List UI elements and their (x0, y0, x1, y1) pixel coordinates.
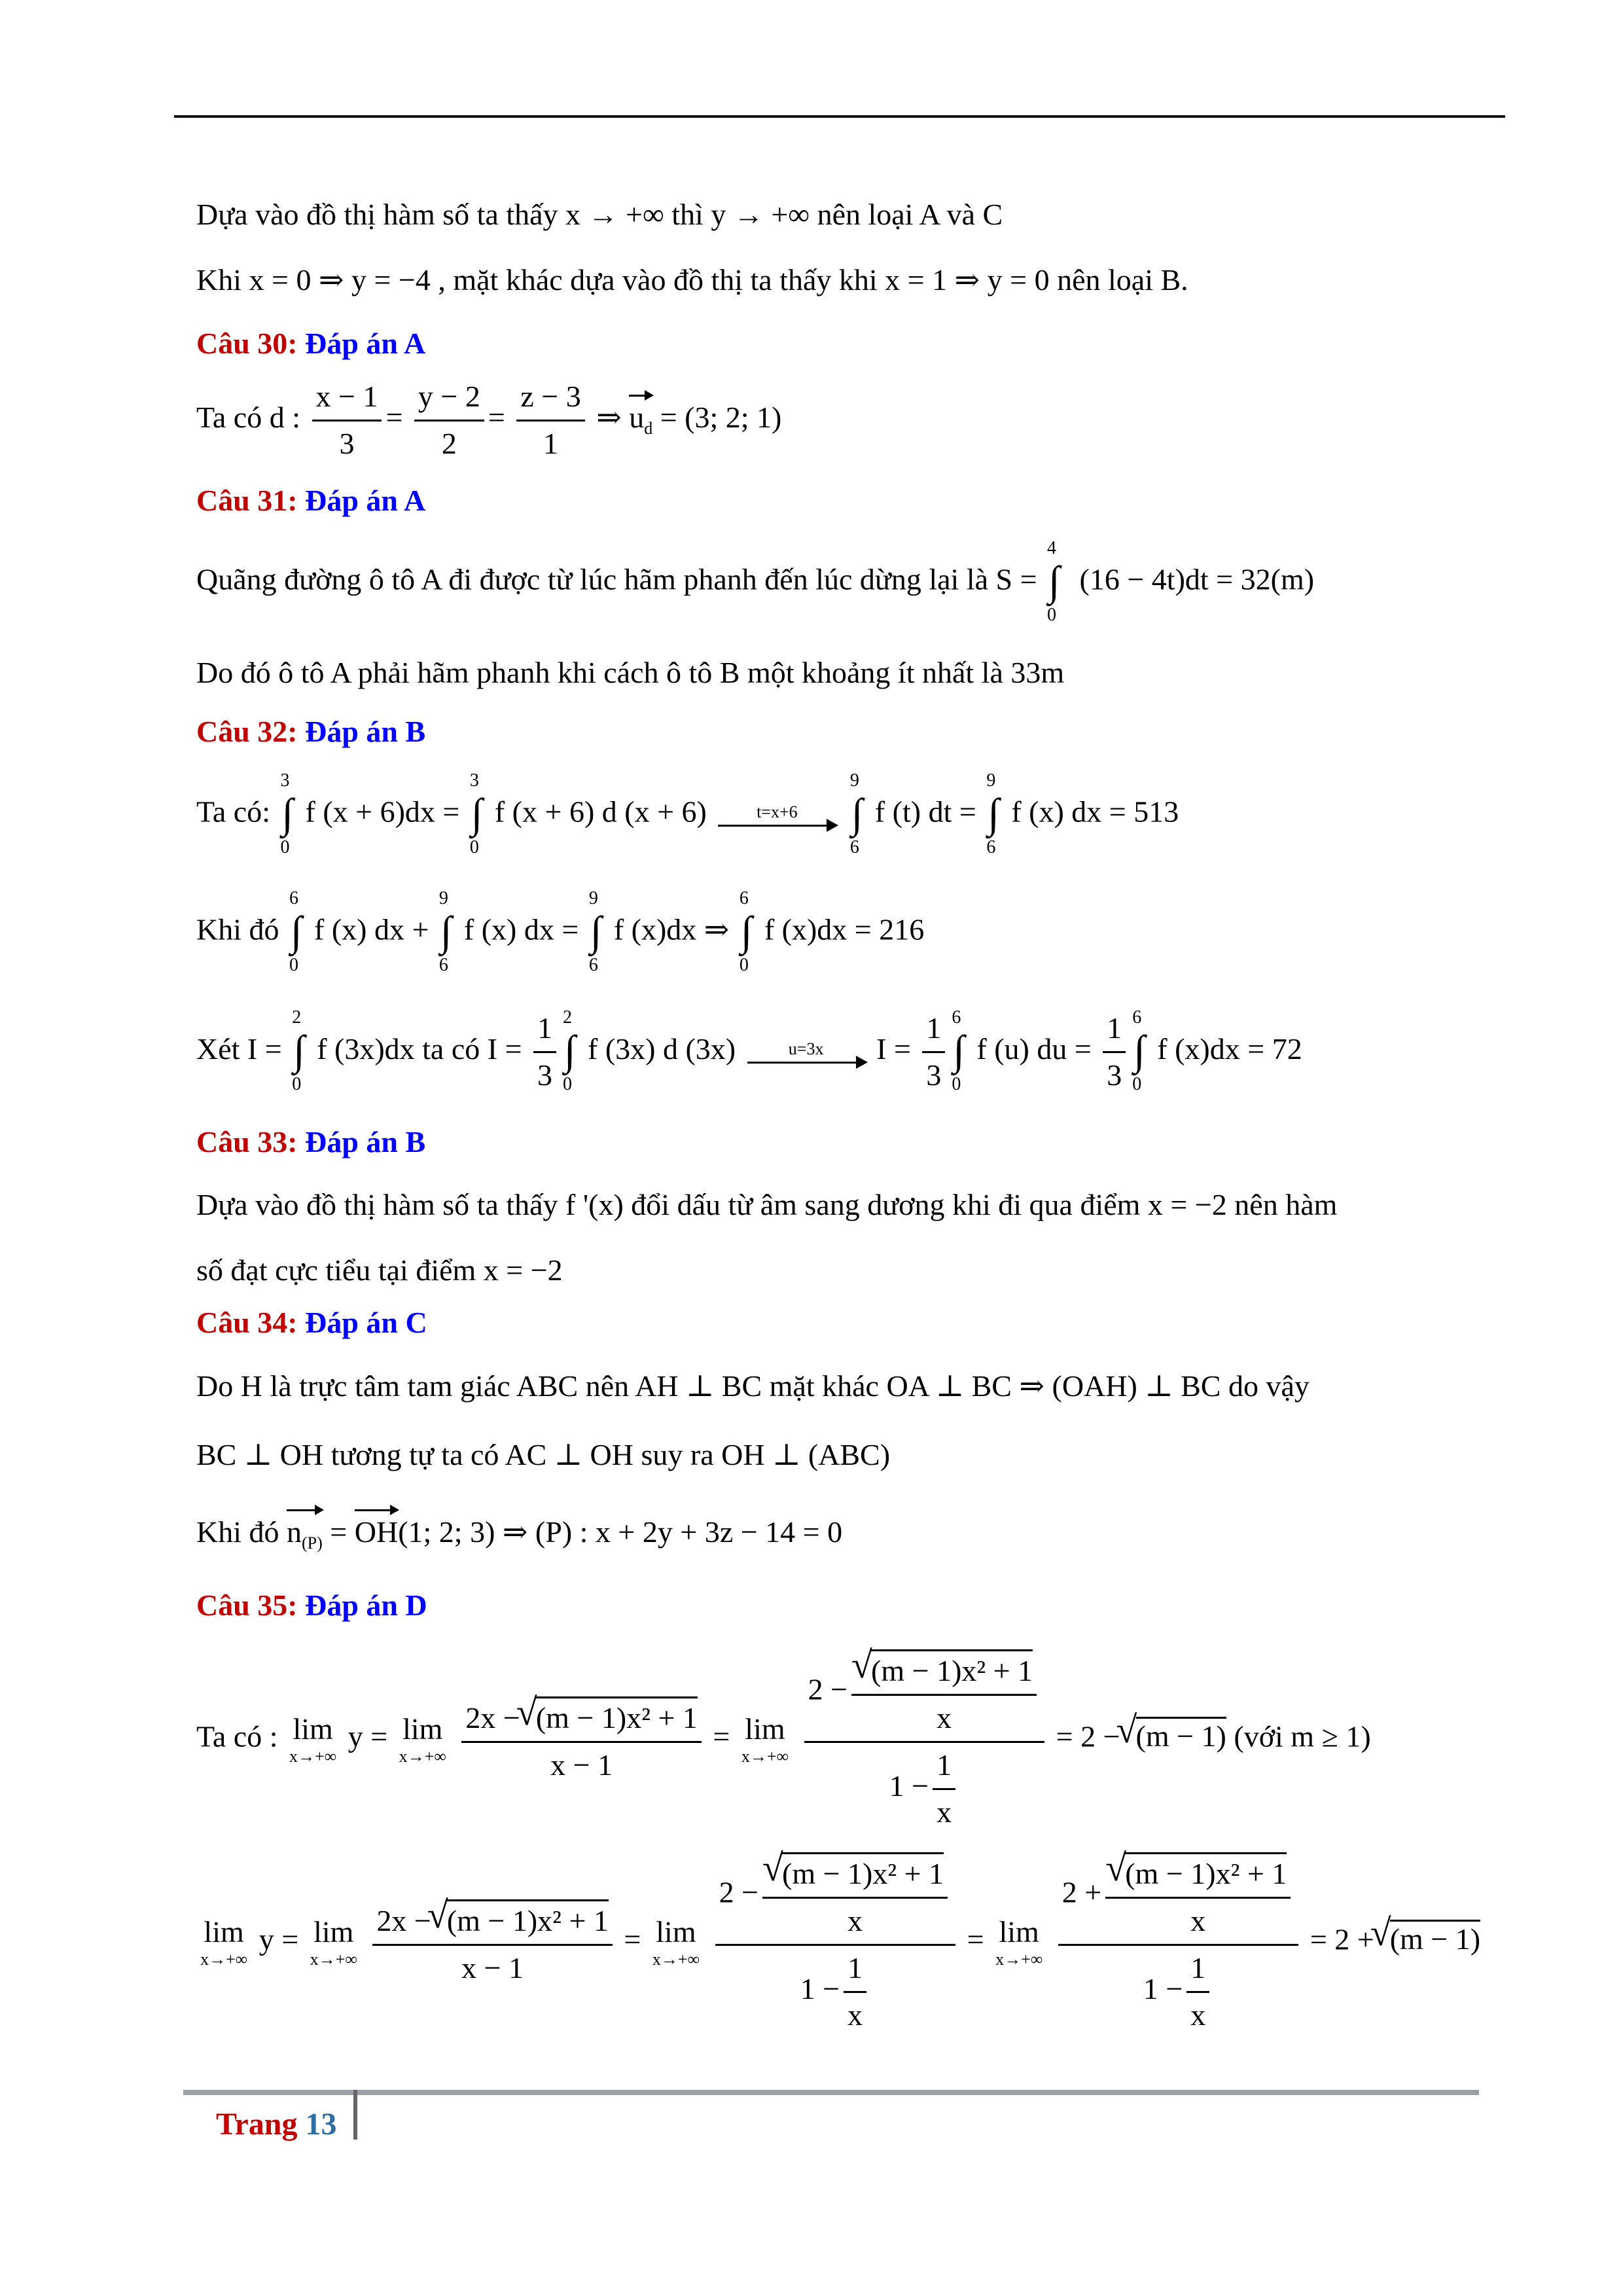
footer-divider (353, 2090, 357, 2140)
substitution-arrow: t=x+6 (718, 804, 836, 827)
q35-fraction-2: 2 − √ $\frac{\text{(m − 1)x² + 1}}{x}$ 1 − $\frac{1}{x}$ (804, 1649, 1045, 1830)
q35-limit-plus-infinity: Ta có : lim x→+∞ y = lim x→+∞ $\frac{\text{2x −√ (m − 1)x² + 1}}{x - 1}$ = lim x→+∞ 2 − √ $\frac{\text{(m − 1)x² + 1}}{x}$ 1 − $\frac{1}{x}$ = 2 −√ (m − 1) (với m ≥ 1) (196, 1649, 1371, 1830)
q30-fraction-3: $\frac{z - 3}{1}$ (516, 380, 584, 461)
q32-line-2: Khi đó 6 ∫ 0 f (x) dx + 9 ∫ 6 f (x) dx = 9 ∫ 6 f (x)dx ⇒ 6 ∫ 0 f (x)dx = 216 (196, 888, 925, 975)
q30-fraction-1: $\frac{x - 1}{3}$ (312, 380, 382, 461)
vector-u-d: $u_d$ (629, 400, 653, 439)
q31-text: Quãng đường ô tô A đi được từ lúc hãm phanh đến lúc dừng lại là S = (196, 562, 1037, 596)
vector-oh: OH (354, 1515, 399, 1549)
fraction-one-third: $\frac{1}{3}$ (1103, 1011, 1126, 1093)
integral-sign: 9 ∫ 6 (588, 888, 602, 975)
q32-line-3: Xét I = 2 ∫ 0 f (3x)dx ta có I = $\frac{1}{3}$ 2 ∫ 0 f (3x) d (3x) u=3x I = $\frac{1}{3}$ 6 ∫ 0 f (u) du = $\frac{1}{3}$ 6 ∫ 0 f (x)dx = 72 (196, 1007, 1302, 1095)
intro-line-2: Khi x = 0 ⇒ y = −4 , mặt khác dựa vào đồ thị ta thấy khi x = 1 ⇒ y = 0 nên loại B. (196, 263, 1188, 296)
substitution-arrow: u=3x (747, 1041, 865, 1064)
integral-sign: 9 ∫ 6 (986, 770, 999, 857)
question-33-heading: Câu 33: Đáp án B (196, 1125, 426, 1158)
limit-operator: lim x→+∞ (289, 1712, 337, 1766)
q30-prefix: Ta có d : (196, 400, 301, 434)
integral-sign: 2 ∫ 0 (563, 1007, 576, 1095)
q34-line-1: Do H là trực tâm tam giác ABC nên AH ⊥ BC mặt khác OA ⊥ BC ⇒ (OAH) ⊥ BC do vậy (196, 1369, 1310, 1403)
q30-fraction-2: $\frac{y - 2}{2}$ (414, 380, 484, 461)
limit-operator: lim x→+∞ (741, 1712, 789, 1766)
q35-fraction-1: $\frac{\text{2x −√ (m − 1)x² + 1}}{x - 1}$ (461, 1696, 702, 1783)
limit-operator: lim x→+∞ (995, 1914, 1043, 1969)
integral-sign: 3 ∫ 0 (469, 770, 483, 857)
integral-sign: 4 ∫ 0 (1047, 538, 1060, 625)
question-34-heading: Câu 34: Đáp án C (196, 1306, 427, 1339)
result-root: √ (m − 1) (1136, 1717, 1226, 1751)
limit-operator: lim x→+∞ (200, 1914, 248, 1969)
integral-sign: 6 ∫ 0 (1132, 1007, 1145, 1095)
q30-line-direction-vector: Ta có d : $\frac{x - 1}{3}$ = $\frac{y - 2}{2}$ = $\frac{z - 3}{1}$ ⇒ $u_d = (3$; 2; 1) (196, 380, 782, 460)
integral-sign: 2 ∫ 0 (292, 1007, 305, 1095)
limit-operator: lim x→+∞ (399, 1712, 446, 1766)
q35-fraction-4: 2 − √ $\frac{\text{(m − 1)x² + 1}}{x}$ 1 − $\frac{1}{x}$ (715, 1852, 956, 2033)
answer-label: Đáp án A (305, 327, 426, 360)
question-35-heading: Câu 35: Đáp án D (196, 1588, 427, 1622)
q31-conclusion: Do đó ô tô A phải hãm phanh khi cách ô tô B một khoảng ít nhất là 33m (196, 656, 1065, 689)
q35-fraction-5: 2 + √ $\frac{\text{(m − 1)x² + 1}}{x}$ 1 − $\frac{1}{x}$ (1058, 1852, 1299, 2033)
vector-n-p: $n_{(P)}$ (287, 1515, 323, 1553)
q31-expression: (16 − 4t)dt = 32(m) (1079, 562, 1315, 596)
integral-sign: 6 ∫ 0 (952, 1007, 965, 1095)
question-label: Câu 30: (196, 327, 298, 360)
integral-sign: 6 ∫ 0 (739, 888, 753, 975)
integral-sign: 9 ∫ 6 (849, 770, 863, 857)
q35-limit-minus-infinity: lim x→+∞ y = lim x→+∞ $\frac{\text{2x −√ (m − 1)x² + 1}}{x - 1}$ = lim x→+∞ 2 − √ $\frac{\text{(m − 1)x² + 1}}{x}$ 1 − $\frac{1}{x}$ = lim x→+∞ 2 + √ $\frac{\text{(m − 1)x² + 1}}{x}$ 1 − $\frac{1}{x}$ = 2 +√ (m − 1) (196, 1852, 1480, 2033)
q35-fraction-3: $\frac{\text{2x −√ (m − 1)x² + 1}}{x - 1}$ (372, 1899, 613, 1986)
q34-line-3: Khi đó $n_{(P)} = OH(1$; 2; 3) ⇒ (P) : x + 2y + 3z − 14 = 0 (196, 1515, 843, 1553)
question-30-heading (196, 329, 425, 359)
integral-sign: 9 ∫ 6 (438, 888, 452, 975)
footer-rule (183, 2090, 1479, 2095)
q33-line-1: Dựa vào đồ thị hàm số ta thấy f '(x) đổi dấu từ âm sang dương khi đi qua điểm x = −2 nên hàm (196, 1188, 1338, 1221)
q30-tail: = (3; 2; 1) (660, 400, 782, 434)
q33-line-2: số đạt cực tiểu tại điểm x = −2 (196, 1253, 563, 1287)
integral-sign: 3 ∫ 0 (280, 770, 294, 857)
fraction-one-third: $\frac{1}{3}$ (922, 1011, 945, 1093)
q34-line-2: BC ⊥ OH tương tự ta có AC ⊥ OH suy ra OH ⊥ (ABC) (196, 1438, 891, 1471)
integral-sign: 6 ∫ 0 (289, 888, 302, 975)
q32-line-1: Ta có: 3 ∫ 0 f (x + 6)dx = 3 ∫ 0 f (x + 6) d (x + 6) t=x+6 9 ∫ 6 f (t) dt = 9 ∫ 6 f (x) dx = 513 (196, 770, 1179, 857)
question-32-heading: Câu 32: Đáp án B (196, 715, 426, 748)
result-root: √ (m − 1) (1390, 1920, 1480, 1954)
intro-line-1: Dựa vào đồ thị hàm số ta thấy x → +∞ thì y → +∞ nên loại A và C (196, 198, 1003, 231)
page-number: Trang 13 (216, 2107, 337, 2142)
limit-operator: lim x→+∞ (310, 1914, 357, 1969)
q31-distance-line (196, 538, 1315, 625)
question-31-heading: Câu 31: Đáp án A (196, 484, 426, 517)
fraction-one-third: $\frac{1}{3}$ (533, 1011, 556, 1093)
header-rule (174, 115, 1505, 118)
limit-operator: lim x→+∞ (652, 1914, 700, 1969)
